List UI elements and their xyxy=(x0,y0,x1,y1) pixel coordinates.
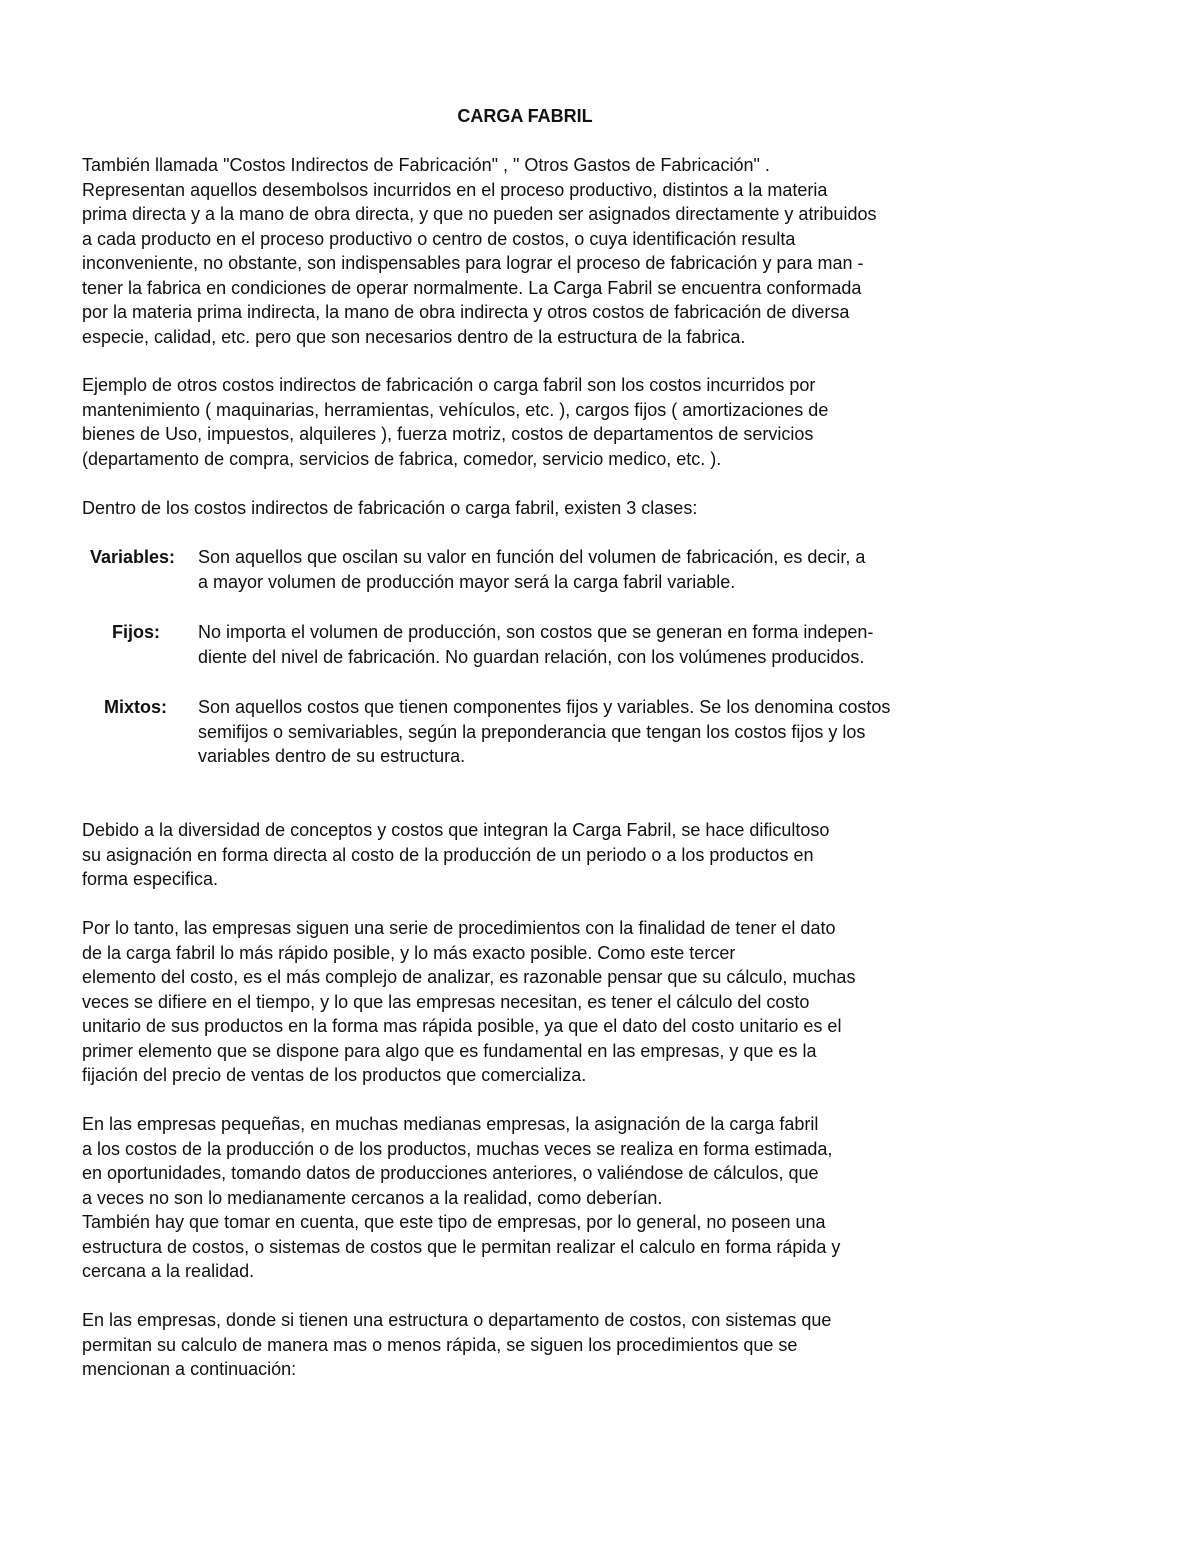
text-line: a mayor volumen de producción mayor será la carga fabril variable. xyxy=(198,571,736,592)
class-definition-variables xyxy=(198,545,998,594)
text-line: a cada producto en el proceso productivo o centro de costos, o cuya identificación resulta xyxy=(82,228,796,249)
class-definition-fijos xyxy=(198,620,998,669)
text-line: su asignación en forma directa al costo de la producción de un periodo o a los productos en xyxy=(82,844,814,865)
text-line: Dentro de los costos indirectos de fabricación o carga fabril, existen 3 clases: xyxy=(82,498,698,518)
text-line: También hay que tomar en cuenta, que este tipo de empresas, por lo general, no poseen una xyxy=(82,1212,826,1232)
text-line: prima directa y a la mano de obra directa, y que no pueden ser asignados directamente y atribuidos xyxy=(82,204,877,224)
text-line: de la carga fabril lo más rápido posible, y lo más exacto posible. Como este tercer xyxy=(82,942,736,963)
text-line: Son aquellos que oscilan su valor en función del volumen de fabricación, es decir, a xyxy=(198,547,866,567)
paragraph-examples xyxy=(82,373,982,471)
paragraph-cost-departments xyxy=(82,1308,982,1382)
text-line: semifijos o semivariables, según la preponderancia que tengan los costos fijos y los xyxy=(198,721,866,742)
text-line: veces se difiere en el tiempo, y lo que las empresas necesitan, es tener el cálculo del costo xyxy=(82,991,810,1012)
text-line: por la materia prima indirecta, la mano de obra indirecta y otros costos de fabricación de diversa xyxy=(82,302,850,322)
text-line: bienes de Uso, impuestos, alquileres ), fuerza motriz, costos de departamentos de servicios xyxy=(82,424,814,444)
text-line: primer elemento que se dispone para algo que es fundamental en las empresas, y que es la xyxy=(82,1040,817,1061)
text-line: permitan su calculo de manera mas o menos rápida, se siguen los procedimientos que se xyxy=(82,1334,798,1355)
text-line: especie, calidad, etc. pero que son necesarios dentro de la estructura de la fabrica. xyxy=(82,326,746,347)
text-line: elemento del costo, es el más complejo de analizar, es razonable pensar que su cálculo, muchas xyxy=(82,967,856,987)
text-line: También llamada "Costos Indirectos de Fabricación" , " Otros Gastos de Fabricación" . xyxy=(82,155,770,175)
text-line: Ejemplo de otros costos indirectos de fabricación o carga fabril son los costos incurridos por xyxy=(82,375,816,395)
text-line: mantenimiento ( maquinarias, herramientas, vehículos, etc. ), cargos fijos ( amortizaciones de xyxy=(82,399,829,420)
paragraph-procedures xyxy=(82,916,982,1088)
text-line: a los costos de la producción o de los productos, muchas veces se realiza en forma estimada, xyxy=(82,1138,833,1159)
class-term-mixtos: Mixtos: xyxy=(104,697,167,717)
text-line: En las empresas, donde si tienen una estructura o departamento de costos, con sistemas que xyxy=(82,1310,832,1330)
text-line: Son aquellos costos que tienen componentes fijos y variables. Se los denomina costos xyxy=(198,697,891,717)
text-line: Debido a la diversidad de conceptos y costos que integran la Carga Fabril, se hace dificultoso xyxy=(82,820,830,840)
class-definition-mixtos xyxy=(198,695,998,769)
text-line: forma especifica. xyxy=(82,869,219,889)
text-line: variables dentro de su estructura. xyxy=(198,746,466,766)
text-line: a veces no son lo medianamente cercanos a la realidad, como deberían. xyxy=(82,1187,663,1208)
text-line: estructura de costos, o sistemas de costos que le permitan realizar el calculo en forma rápida y xyxy=(82,1236,841,1257)
text-line: diente del nivel de fabricación. No guardan relación, con los volúmenes producidos. xyxy=(198,646,865,667)
class-term-variables: Variables: xyxy=(90,547,176,567)
text-line: inconveniente, no obstante, son indispensables para lograr el proceso de fabricación y para man - xyxy=(82,253,864,273)
text-line: No importa el volumen de producción, son costos que se generan en forma indepen- xyxy=(198,622,874,642)
text-line: fijación del precio de ventas de los productos que comercializa. xyxy=(82,1065,587,1085)
text-line: (departamento de compra, servicios de fabrica, comedor, servicio medico, etc. ). xyxy=(82,448,722,469)
text-line: En las empresas pequeñas, en muchas medianas empresas, la asignación de la carga fabril xyxy=(82,1114,819,1134)
paragraph-difficulty xyxy=(82,818,982,892)
text-line: Por lo tanto, las empresas siguen una serie de procedimientos con la finalidad de tener el dato xyxy=(82,918,836,938)
paragraph-definition xyxy=(82,153,982,349)
text-line: tener la fabrica en condiciones de operar normalmente. La Carga Fabril se encuentra conformada xyxy=(82,277,862,298)
page-title: CARGA FABRIL xyxy=(457,106,593,126)
text-line: Representan aquellos desembolsos incurridos en el proceso productivo, distintos a la materia xyxy=(82,179,828,200)
text-line: mencionan a continuación: xyxy=(82,1359,297,1379)
text-line: cercana a la realidad. xyxy=(82,1261,255,1281)
paragraph-classes-intro xyxy=(82,496,982,521)
text-line: unitario de sus productos en la forma mas rápida posible, ya que el dato del costo unitario es el xyxy=(82,1016,842,1036)
text-line: en oportunidades, tomando datos de producciones anteriores, o valiéndose de cálculos, que xyxy=(82,1163,819,1183)
class-term-fijos: Fijos: xyxy=(112,622,160,642)
paragraph-small-companies xyxy=(82,1112,982,1284)
